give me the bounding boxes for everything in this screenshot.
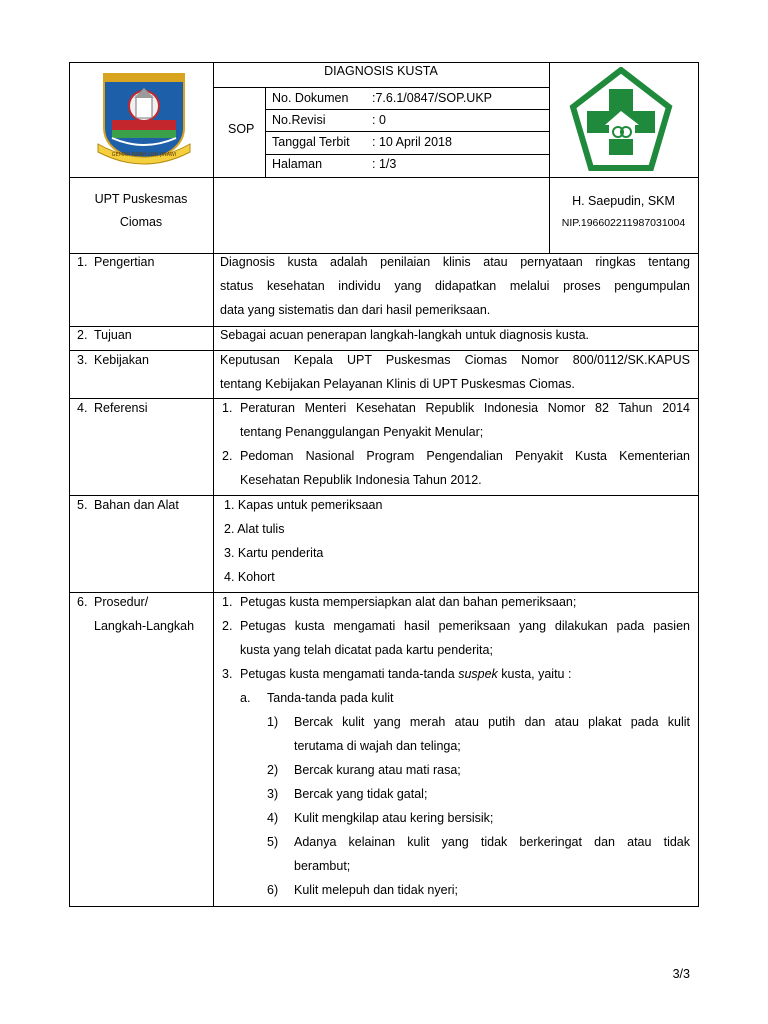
doc-row-value: :7.6.1/0847/SOP.UKP bbox=[372, 91, 492, 105]
section-number: 2. bbox=[77, 328, 88, 342]
list-item-line: Kesehatan Republik Indonesia Tahun 2012. bbox=[240, 473, 482, 487]
list-item: 3. Kartu penderita bbox=[224, 546, 324, 560]
sign-number: 6) bbox=[267, 883, 279, 897]
step-text-italic: suspek bbox=[458, 667, 498, 681]
sign-text: Bercak kulit yang merah atau putih dan atau plakat pada kulit bbox=[294, 715, 690, 729]
page-number: 3/3 bbox=[672, 967, 690, 981]
signer-name: H. Saepudin, SKM bbox=[572, 194, 675, 208]
list-item: 4. Kohort bbox=[224, 570, 275, 584]
section-label: Pengertian bbox=[94, 255, 155, 269]
signer-nip: NIP.196602211987031004 bbox=[561, 217, 686, 229]
sop-label: SOP bbox=[228, 122, 255, 136]
doc-row-label: No.Revisi bbox=[272, 113, 326, 127]
org-name-line1: UPT Puskesmas bbox=[94, 192, 188, 206]
step-text-post: kusta, yaitu : bbox=[497, 667, 572, 681]
doc-row-value: : 1/3 bbox=[372, 157, 397, 171]
step-text: Petugas kusta mempersiapkan alat dan bahan pemeriksaan; bbox=[240, 595, 577, 609]
step-text bbox=[240, 667, 571, 681]
paragraph-line: Sebagai acuan penerapan langkah-langkah untuk diagnosis kusta. bbox=[220, 328, 590, 342]
section-number: 5. bbox=[77, 498, 88, 512]
sub-step-letter: a. bbox=[240, 691, 251, 705]
sub-step-text: Tanda-tanda pada kulit bbox=[267, 691, 394, 705]
sign-number: 2) bbox=[267, 763, 279, 777]
list-number: 1. bbox=[222, 401, 233, 415]
paragraph-line: data yang sistematis dan dari hasil pemeriksaan. bbox=[220, 303, 491, 317]
step-text: Petugas kusta mengamati hasil pemeriksaan yang dilakukan pada pasien bbox=[240, 619, 690, 633]
section-number: 3. bbox=[77, 353, 88, 367]
step-text: kusta yang telah dicatat pada kartu penderita; bbox=[240, 643, 493, 657]
paragraph-line: Keputusan Kepala UPT Puskesmas Ciomas Nomor 800/0112/SK.KAPUS bbox=[220, 353, 690, 367]
list-item: 1. Kapas untuk pemeriksaan bbox=[224, 498, 383, 512]
doc-row-label: Tanggal Terbit bbox=[272, 135, 350, 149]
regional-emblem-logo bbox=[96, 70, 192, 166]
sign-number: 3) bbox=[267, 787, 279, 801]
section-label-line2: Langkah-Langkah bbox=[94, 619, 195, 633]
section-number: 6. bbox=[77, 595, 88, 609]
section-label: Referensi bbox=[94, 401, 148, 415]
sign-text: Kulit mengkilap atau kering bersisik; bbox=[294, 811, 494, 825]
sign-text: berambut; bbox=[294, 859, 351, 873]
step-number: 2. bbox=[222, 619, 233, 633]
sign-number: 1) bbox=[267, 715, 279, 729]
step-number: 3. bbox=[222, 667, 233, 681]
section-number: 1. bbox=[77, 255, 88, 269]
section-label: Prosedur/ bbox=[94, 595, 149, 609]
sign-text: Kulit melepuh dan tidak nyeri; bbox=[294, 883, 458, 897]
sign-text: Bercak kurang atau mati rasa; bbox=[294, 763, 461, 777]
sign-text: Adanya kelainan kulit yang tidak berkeringat dan atau tidak bbox=[294, 835, 690, 849]
list-item-line: Pedoman Nasional Program Pengendalian Penyakit Kusta Kementerian bbox=[240, 449, 690, 463]
sign-number: 5) bbox=[267, 835, 279, 849]
step-number: 1. bbox=[222, 595, 233, 609]
list-number: 2. bbox=[222, 449, 233, 463]
logo-banner-text: GEMAH RIPAH LOH JINAWI bbox=[111, 152, 177, 158]
puskesmas-logo bbox=[569, 67, 673, 173]
sign-number: 4) bbox=[267, 811, 279, 825]
paragraph-line: status kesehatan individu yang didapatkan melalui proses pengumpulan bbox=[220, 279, 690, 293]
org-name-line2: Ciomas bbox=[119, 215, 163, 229]
paragraph-line: Diagnosis kusta adalah penilaian klinis atau pernyataan ringkas tentang bbox=[220, 255, 690, 269]
paragraph-line: tentang Kebijakan Pelayanan Klinis di UPT Puskesmas Ciomas. bbox=[220, 377, 575, 391]
doc-title: DIAGNOSIS KUSTA bbox=[324, 64, 438, 78]
doc-row-value: : 10 April 2018 bbox=[372, 135, 452, 149]
list-item-line: Peraturan Menteri Kesehatan Republik Indonesia Nomor 82 Tahun 2014 bbox=[240, 401, 690, 415]
section-label: Bahan dan Alat bbox=[94, 498, 179, 512]
step-text-pre: Petugas kusta mengamati tanda-tanda bbox=[240, 667, 459, 681]
list-item-line: tentang Penanggulangan Penyakit Menular; bbox=[240, 425, 484, 439]
section-label: Tujuan bbox=[94, 328, 132, 342]
doc-row-label: No. Dokumen bbox=[272, 91, 349, 105]
list-item: 2. Alat tulis bbox=[224, 522, 285, 536]
section-label: Kebijakan bbox=[94, 353, 149, 367]
doc-row-label: Halaman bbox=[272, 157, 323, 171]
section-number: 4. bbox=[77, 401, 88, 415]
doc-row-value: : 0 bbox=[372, 113, 386, 127]
sign-text: terutama di wajah dan telinga; bbox=[294, 739, 461, 753]
sign-text: Bercak yang tidak gatal; bbox=[294, 787, 428, 801]
